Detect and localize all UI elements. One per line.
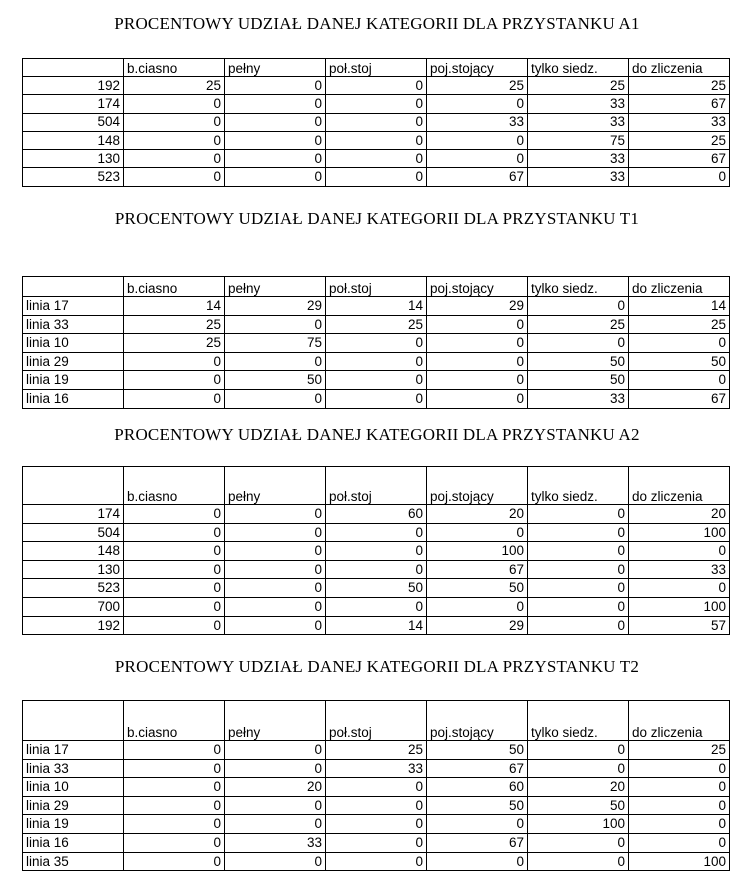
value-cell: 20: [427, 505, 528, 524]
value-cell: 50: [528, 352, 629, 371]
value-cell: 0: [528, 505, 629, 524]
value-cell: 0: [427, 131, 528, 149]
column-header: b.ciasno: [124, 59, 225, 77]
value-cell: 0: [427, 334, 528, 353]
value-cell: 25: [124, 77, 225, 95]
value-cell: 0: [124, 741, 225, 760]
value-cell: 0: [124, 796, 225, 815]
column-header: poj.stojący: [427, 701, 528, 741]
value-cell: 0: [326, 597, 427, 616]
column-header: poł.stoj: [326, 701, 427, 741]
table-row: [23, 371, 730, 390]
value-cell: 0: [629, 371, 730, 390]
row-label: linia 10: [23, 778, 124, 797]
value-cell: 20: [528, 778, 629, 797]
row-label: 174: [23, 505, 124, 524]
value-cell: 20: [629, 505, 730, 524]
table-row: [23, 352, 730, 371]
value-cell: 0: [225, 759, 326, 778]
value-cell: 67: [427, 168, 528, 186]
table-row: [23, 579, 730, 598]
table-row: [23, 523, 730, 542]
value-cell: 0: [427, 315, 528, 334]
value-cell: 0: [629, 759, 730, 778]
table-row: [23, 778, 730, 797]
value-cell: 75: [528, 131, 629, 149]
value-cell: 100: [629, 597, 730, 616]
value-cell: 0: [427, 352, 528, 371]
value-cell: 50: [427, 796, 528, 815]
value-cell: 33: [528, 150, 629, 168]
value-cell: 0: [225, 389, 326, 408]
value-cell: 0: [427, 95, 528, 113]
value-cell: 33: [528, 113, 629, 131]
value-cell: 0: [629, 796, 730, 815]
value-cell: 0: [124, 597, 225, 616]
table-row: [23, 542, 730, 561]
percentage-table: [22, 58, 730, 187]
value-cell: 0: [528, 297, 629, 316]
header-row: [23, 701, 730, 741]
column-header: b.ciasno: [124, 277, 225, 297]
column-header: do zliczenia: [629, 701, 730, 741]
row-label: linia 35: [23, 852, 124, 871]
value-cell: 0: [225, 616, 326, 635]
column-header: poł.stoj: [326, 59, 427, 77]
corner-cell: [23, 701, 124, 741]
value-cell: 0: [225, 560, 326, 579]
value-cell: 33: [528, 95, 629, 113]
column-header: poj.stojący: [427, 277, 528, 297]
value-cell: 0: [326, 796, 427, 815]
value-cell: 50: [629, 352, 730, 371]
value-cell: 0: [225, 523, 326, 542]
column-header: do zliczenia: [629, 277, 730, 297]
table-row: [23, 815, 730, 834]
value-cell: 50: [326, 579, 427, 598]
value-cell: 14: [629, 297, 730, 316]
value-cell: 0: [225, 796, 326, 815]
value-cell: 0: [225, 168, 326, 186]
value-cell: 67: [629, 95, 730, 113]
percentage-table: [22, 276, 730, 409]
column-header: pełny: [225, 277, 326, 297]
value-cell: 0: [124, 352, 225, 371]
value-cell: 0: [225, 131, 326, 149]
value-cell: 33: [528, 389, 629, 408]
value-cell: 0: [225, 597, 326, 616]
column-header: poł.stoj: [326, 277, 427, 297]
value-cell: 0: [528, 560, 629, 579]
value-cell: 33: [629, 560, 730, 579]
value-cell: 0: [326, 815, 427, 834]
value-cell: 0: [124, 150, 225, 168]
row-label: 504: [23, 113, 124, 131]
table-row: [23, 833, 730, 852]
corner-cell: [23, 59, 124, 77]
value-cell: 0: [326, 131, 427, 149]
table-row: [23, 113, 730, 131]
value-cell: 0: [326, 334, 427, 353]
value-cell: 0: [427, 597, 528, 616]
percentage-table: [22, 466, 730, 635]
value-cell: 0: [225, 77, 326, 95]
value-cell: 0: [225, 352, 326, 371]
value-cell: 0: [528, 759, 629, 778]
value-cell: 29: [427, 297, 528, 316]
value-cell: 0: [528, 741, 629, 760]
value-cell: 0: [629, 334, 730, 353]
table-row: [23, 597, 730, 616]
value-cell: 0: [629, 815, 730, 834]
row-label: 130: [23, 150, 124, 168]
value-cell: 60: [326, 505, 427, 524]
value-cell: 0: [427, 815, 528, 834]
value-cell: 0: [528, 523, 629, 542]
value-cell: 0: [124, 579, 225, 598]
column-header: pełny: [225, 467, 326, 505]
value-cell: 0: [528, 833, 629, 852]
value-cell: 0: [528, 334, 629, 353]
value-cell: 0: [427, 389, 528, 408]
row-label: linia 19: [23, 371, 124, 390]
value-cell: 0: [124, 505, 225, 524]
table-row: [23, 95, 730, 113]
value-cell: 0: [326, 113, 427, 131]
value-cell: 0: [326, 833, 427, 852]
value-cell: 67: [427, 759, 528, 778]
value-cell: 14: [326, 616, 427, 635]
value-cell: 67: [427, 833, 528, 852]
table-title: PROCENTOWY UDZIAŁ DANEJ KATEGORII DLA PRZYSTANKU A2: [114, 425, 640, 444]
value-cell: 25: [326, 741, 427, 760]
row-label: 700: [23, 597, 124, 616]
row-label: 130: [23, 560, 124, 579]
value-cell: 33: [629, 113, 730, 131]
value-cell: 0: [225, 542, 326, 561]
row-label: linia 29: [23, 796, 124, 815]
table-row: [23, 389, 730, 408]
value-cell: 0: [528, 616, 629, 635]
value-cell: 0: [326, 77, 427, 95]
row-label: linia 19: [23, 815, 124, 834]
row-label: 504: [23, 523, 124, 542]
value-cell: 0: [326, 168, 427, 186]
value-cell: 0: [225, 815, 326, 834]
column-header: tylko siedz.: [528, 701, 629, 741]
value-cell: 0: [124, 815, 225, 834]
value-cell: 60: [427, 778, 528, 797]
value-cell: 0: [225, 852, 326, 871]
table-row: [23, 334, 730, 353]
value-cell: 0: [124, 113, 225, 131]
value-cell: 0: [326, 371, 427, 390]
table-title: PROCENTOWY UDZIAŁ DANEJ KATEGORII DLA PRZYSTANKU T2: [114, 657, 640, 676]
value-cell: 50: [528, 371, 629, 390]
column-header: b.ciasno: [124, 467, 225, 505]
column-header: tylko siedz.: [528, 467, 629, 505]
value-cell: 0: [225, 579, 326, 598]
header-row: [23, 277, 730, 297]
table-row: [23, 77, 730, 95]
value-cell: 0: [225, 741, 326, 760]
value-cell: 0: [225, 505, 326, 524]
value-cell: 0: [124, 542, 225, 561]
value-cell: 0: [528, 542, 629, 561]
value-cell: 0: [427, 523, 528, 542]
value-cell: 75: [225, 334, 326, 353]
column-header: b.ciasno: [124, 701, 225, 741]
column-header: poj.stojący: [427, 467, 528, 505]
table-row: [23, 505, 730, 524]
value-cell: 0: [225, 150, 326, 168]
row-label: linia 16: [23, 833, 124, 852]
value-cell: 0: [124, 759, 225, 778]
value-cell: 0: [124, 95, 225, 113]
percentage-table: [22, 700, 730, 871]
value-cell: 25: [629, 77, 730, 95]
value-cell: 100: [629, 852, 730, 871]
value-cell: 0: [528, 852, 629, 871]
table-row: [23, 150, 730, 168]
value-cell: 0: [629, 542, 730, 561]
value-cell: 0: [124, 523, 225, 542]
value-cell: 25: [629, 131, 730, 149]
value-cell: 25: [528, 77, 629, 95]
value-cell: 25: [326, 315, 427, 334]
value-cell: 0: [225, 113, 326, 131]
value-cell: 100: [629, 523, 730, 542]
table-row: [23, 131, 730, 149]
value-cell: 0: [124, 389, 225, 408]
value-cell: 0: [124, 833, 225, 852]
value-cell: 25: [427, 77, 528, 95]
column-header: poj.stojący: [427, 59, 528, 77]
value-cell: 0: [326, 389, 427, 408]
corner-cell: [23, 277, 124, 297]
table-row: [23, 759, 730, 778]
table-row: [23, 741, 730, 760]
value-cell: 0: [629, 778, 730, 797]
row-label: linia 33: [23, 759, 124, 778]
value-cell: 0: [326, 352, 427, 371]
value-cell: 0: [124, 168, 225, 186]
value-cell: 0: [629, 833, 730, 852]
column-header: do zliczenia: [629, 59, 730, 77]
value-cell: 25: [629, 741, 730, 760]
row-label: linia 17: [23, 741, 124, 760]
value-cell: 67: [427, 560, 528, 579]
value-cell: 33: [225, 833, 326, 852]
value-cell: 100: [528, 815, 629, 834]
value-cell: 0: [225, 315, 326, 334]
value-cell: 25: [124, 315, 225, 334]
value-cell: 0: [124, 371, 225, 390]
value-cell: 0: [326, 542, 427, 561]
header-row: [23, 467, 730, 505]
column-header: pełny: [225, 59, 326, 77]
value-cell: 50: [427, 741, 528, 760]
header-row: [23, 59, 730, 77]
value-cell: 14: [326, 297, 427, 316]
column-header: tylko siedz.: [528, 277, 629, 297]
value-cell: 67: [629, 389, 730, 408]
value-cell: 0: [326, 778, 427, 797]
value-cell: 100: [427, 542, 528, 561]
value-cell: 0: [326, 560, 427, 579]
value-cell: 57: [629, 616, 730, 635]
value-cell: 14: [124, 297, 225, 316]
row-label: 148: [23, 542, 124, 561]
row-label: linia 10: [23, 334, 124, 353]
value-cell: 50: [427, 579, 528, 598]
table-row: [23, 852, 730, 871]
value-cell: 33: [427, 113, 528, 131]
value-cell: 0: [124, 560, 225, 579]
table-row: [23, 315, 730, 334]
value-cell: 33: [528, 168, 629, 186]
table-row: [23, 560, 730, 579]
column-header: do zliczenia: [629, 467, 730, 505]
row-label: 523: [23, 579, 124, 598]
value-cell: 0: [225, 95, 326, 113]
value-cell: 29: [225, 297, 326, 316]
value-cell: 0: [124, 852, 225, 871]
value-cell: 0: [326, 852, 427, 871]
value-cell: 0: [427, 371, 528, 390]
value-cell: 0: [124, 131, 225, 149]
row-label: linia 16: [23, 389, 124, 408]
value-cell: 0: [326, 150, 427, 168]
value-cell: 0: [326, 95, 427, 113]
value-cell: 25: [124, 334, 225, 353]
value-cell: 0: [528, 579, 629, 598]
column-header: pełny: [225, 701, 326, 741]
value-cell: 50: [528, 796, 629, 815]
value-cell: 0: [629, 579, 730, 598]
row-label: 192: [23, 77, 124, 95]
value-cell: 25: [629, 315, 730, 334]
value-cell: 29: [427, 616, 528, 635]
value-cell: 20: [225, 778, 326, 797]
value-cell: 0: [528, 597, 629, 616]
row-label: linia 33: [23, 315, 124, 334]
table-title: PROCENTOWY UDZIAŁ DANEJ KATEGORII DLA PRZYSTANKU T1: [114, 209, 640, 228]
row-label: 523: [23, 168, 124, 186]
row-label: 148: [23, 131, 124, 149]
row-label: 174: [23, 95, 124, 113]
value-cell: 0: [427, 150, 528, 168]
table-title: PROCENTOWY UDZIAŁ DANEJ KATEGORII DLA PRZYSTANKU A1: [114, 14, 640, 33]
value-cell: 25: [528, 315, 629, 334]
value-cell: 50: [225, 371, 326, 390]
value-cell: 0: [629, 168, 730, 186]
table-row: [23, 168, 730, 186]
value-cell: 0: [326, 523, 427, 542]
corner-cell: [23, 467, 124, 505]
value-cell: 0: [124, 616, 225, 635]
value-cell: 0: [427, 852, 528, 871]
value-cell: 0: [124, 778, 225, 797]
row-label: linia 29: [23, 352, 124, 371]
column-header: poł.stoj: [326, 467, 427, 505]
table-row: [23, 297, 730, 316]
value-cell: 67: [629, 150, 730, 168]
column-header: tylko siedz.: [528, 59, 629, 77]
table-row: [23, 796, 730, 815]
value-cell: 33: [326, 759, 427, 778]
row-label: 192: [23, 616, 124, 635]
row-label: linia 17: [23, 297, 124, 316]
table-row: [23, 616, 730, 635]
